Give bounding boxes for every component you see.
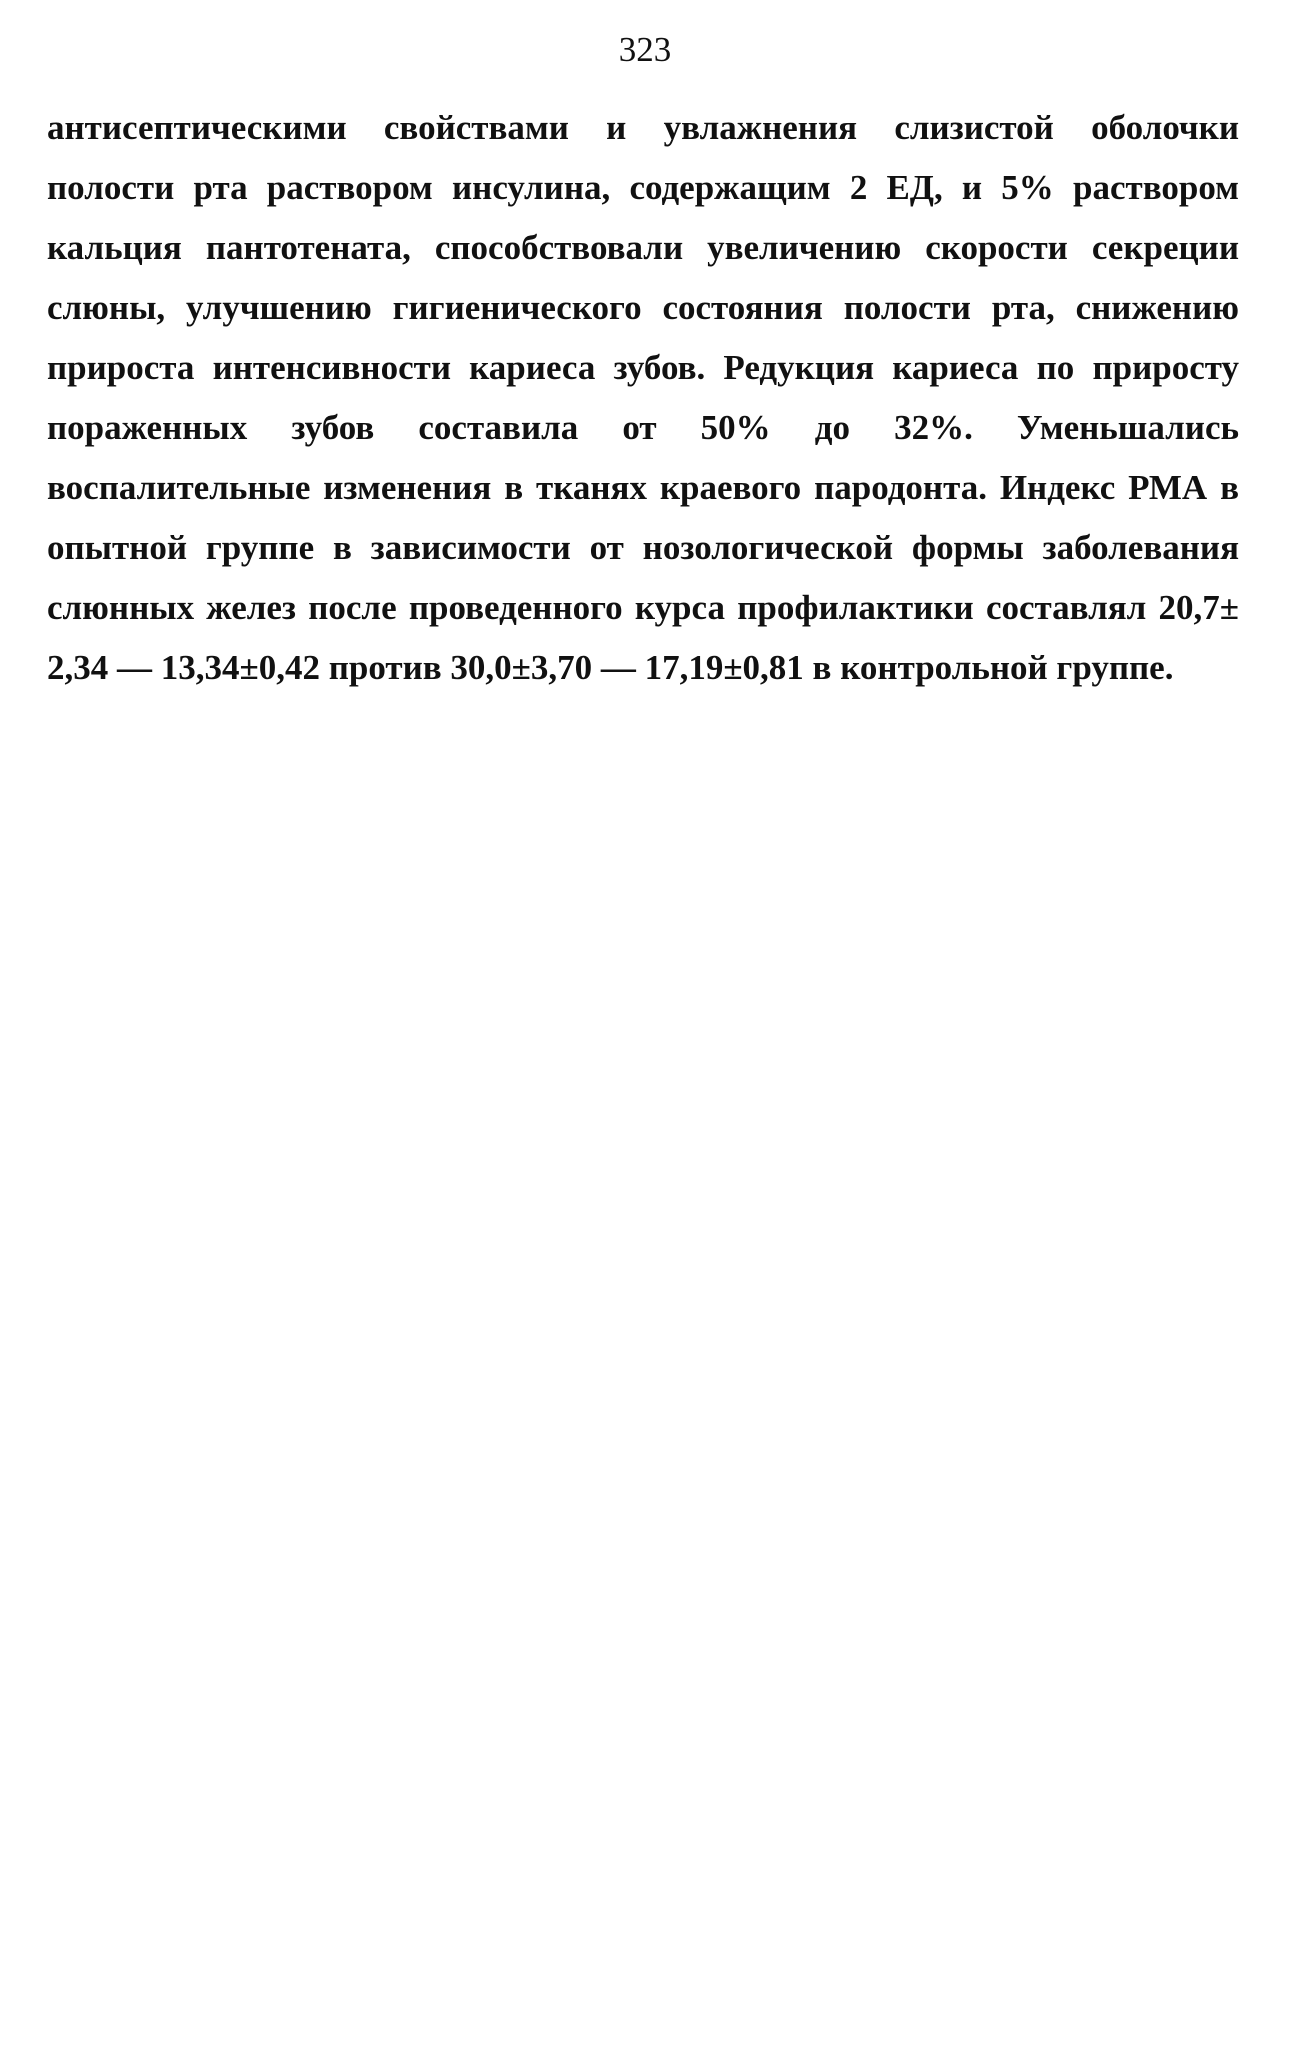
text-line: 2,34 — 13,34±0,42 против 30,0±3,70 — 17,19±0,81 в контрольной группе. [47,648,1174,687]
text-line: пораженных зубов составила от 50% до 32%. Уменьшались [47,408,1239,447]
text-line: кальция пантотената, способствовали увеличению скорости секреции [47,228,1239,267]
text-line: опытной группе в зависимости от нозологической формы заболевания [47,528,1239,567]
text-line: прироста интенсивности кариеса зубов. Редукция кариеса по приросту [47,348,1239,387]
text-line: полости рта раствором инсулина, содержащим 2 ЕД, и 5% раствором [47,168,1239,207]
text-line: воспалительные изменения в тканях краевого пародонта. Индекс РМА в [47,468,1239,507]
text-line: слюны, улучшению гигиенического состояния полости рта, снижению [47,288,1239,327]
text-line: слюнных желез после проведенного курса профилактики составлял 20,7± [47,588,1239,627]
page-number: 323 [618,30,672,69]
body-paragraph [47,98,1239,698]
text-line: антисептическими свойствами и увлажнения слизистой оболочки [47,108,1239,147]
